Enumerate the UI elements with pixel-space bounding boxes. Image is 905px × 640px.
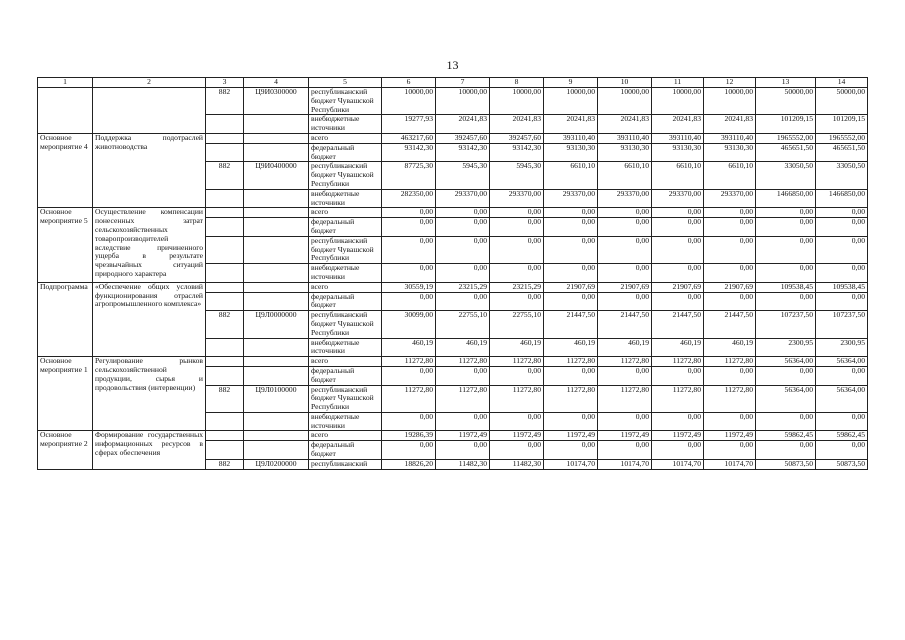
budget-classification-code: Ц9И0300000 [244, 88, 309, 115]
amount-cell: 10174,70 [598, 459, 652, 469]
column-number: 3 [206, 78, 244, 88]
funding-source: федеральный бюджет [309, 143, 382, 162]
amount-cell: 2300,95 [816, 338, 868, 357]
table-row [38, 357, 868, 367]
funding-source: республиканский бюджет Чувашской Республики [309, 385, 382, 412]
amount-cell: 0,00 [598, 292, 652, 311]
amount-cell: 20241,83 [598, 115, 652, 134]
section-label: Подпрограмма [38, 282, 93, 356]
amount-cell: 1466850,00 [816, 189, 868, 208]
amount-cell: 10174,70 [652, 459, 704, 469]
budget-classification-code [244, 412, 309, 431]
amount-cell: 19286,39 [382, 431, 436, 441]
amount-cell: 18826,20 [382, 459, 436, 469]
amount-cell: 21447,50 [544, 311, 598, 338]
amount-cell: 463217,60 [382, 133, 436, 143]
amount-cell: 0,00 [816, 441, 868, 460]
funding-source: федеральный бюджет [309, 366, 382, 385]
amount-cell: 393110,40 [598, 133, 652, 143]
amount-cell: 0,00 [652, 208, 704, 218]
section-label: Основное мероприятие 2 [38, 431, 93, 469]
amount-cell: 10174,70 [704, 459, 756, 469]
table-row [38, 208, 868, 218]
budget-table [37, 77, 868, 470]
ministry-code [206, 143, 244, 162]
amount-cell: 0,00 [598, 208, 652, 218]
amount-cell: 0,00 [704, 412, 756, 431]
amount-cell: 460,19 [598, 338, 652, 357]
amount-cell: 0,00 [436, 236, 490, 263]
amount-cell: 0,00 [756, 264, 816, 283]
amount-cell: 0,00 [436, 218, 490, 237]
amount-cell: 11972,49 [652, 431, 704, 441]
amount-cell: 0,00 [598, 218, 652, 237]
amount-cell: 0,00 [598, 441, 652, 460]
column-number: 13 [756, 78, 816, 88]
section-description: Регулирование рынков сельскохозяйственной продукции, сырья и продовольствия (интервенции) [93, 357, 206, 431]
budget-classification-code [244, 218, 309, 237]
amount-cell: 465651,50 [816, 143, 868, 162]
ministry-code [206, 357, 244, 367]
budget-classification-code [244, 236, 309, 263]
amount-cell: 21907,69 [598, 282, 652, 292]
ministry-code [206, 366, 244, 385]
funding-source: республиканский бюджет Чувашской Республики [309, 162, 382, 189]
amount-cell: 293370,00 [652, 189, 704, 208]
amount-cell: 11272,80 [544, 357, 598, 367]
amount-cell: 6610,10 [598, 162, 652, 189]
amount-cell: 460,19 [490, 338, 544, 357]
amount-cell: 93130,30 [652, 143, 704, 162]
section-description [93, 88, 206, 134]
amount-cell: 0,00 [756, 292, 816, 311]
amount-cell: 0,00 [704, 292, 756, 311]
amount-cell: 93142,30 [436, 143, 490, 162]
amount-cell: 0,00 [704, 218, 756, 237]
amount-cell: 0,00 [436, 412, 490, 431]
amount-cell: 11972,49 [490, 431, 544, 441]
section-label: Основное мероприятие 4 [38, 133, 93, 207]
funding-source: всего [309, 133, 382, 143]
amount-cell: 0,00 [652, 218, 704, 237]
column-number: 9 [544, 78, 598, 88]
amount-cell: 0,00 [652, 292, 704, 311]
amount-cell: 20241,83 [544, 115, 598, 134]
amount-cell: 0,00 [652, 366, 704, 385]
amount-cell: 10000,00 [382, 88, 436, 115]
amount-cell: 50000,00 [756, 88, 816, 115]
budget-classification-code: Ц9И0400000 [244, 162, 309, 189]
amount-cell: 0,00 [436, 441, 490, 460]
amount-cell: 282350,00 [382, 189, 436, 208]
amount-cell: 0,00 [436, 264, 490, 283]
ministry-code [206, 189, 244, 208]
amount-cell: 0,00 [598, 236, 652, 263]
amount-cell: 460,19 [382, 338, 436, 357]
section-description: Поддержка подотраслей животноводства [93, 133, 206, 207]
section-description: Осуществление компенсации понесенных затрат сельскохозяйственных товаропроизводителей вследствие причиненного ущерба в результате чрезвычайных ситуаций природного характера [93, 208, 206, 282]
amount-cell: 465651,50 [756, 143, 816, 162]
amount-cell: 5945,30 [436, 162, 490, 189]
ministry-code: 882 [206, 88, 244, 115]
amount-cell: 1965552,00 [756, 133, 816, 143]
table-row [38, 133, 868, 143]
amount-cell: 0,00 [704, 441, 756, 460]
amount-cell: 0,00 [756, 412, 816, 431]
amount-cell: 11272,80 [652, 385, 704, 412]
amount-cell: 10000,00 [704, 88, 756, 115]
column-number: 6 [382, 78, 436, 88]
amount-cell: 56364,00 [816, 357, 868, 367]
amount-cell: 93130,30 [598, 143, 652, 162]
ministry-code [206, 208, 244, 218]
ministry-code [206, 264, 244, 283]
amount-cell: 0,00 [382, 208, 436, 218]
column-number: 2 [93, 78, 206, 88]
amount-cell: 6610,10 [704, 162, 756, 189]
amount-cell: 0,00 [544, 236, 598, 263]
ministry-code: 882 [206, 162, 244, 189]
amount-cell: 23215,29 [436, 282, 490, 292]
amount-cell: 59862,45 [756, 431, 816, 441]
amount-cell: 0,00 [704, 208, 756, 218]
amount-cell: 0,00 [598, 264, 652, 283]
amount-cell: 0,00 [652, 264, 704, 283]
amount-cell: 22755,10 [436, 311, 490, 338]
budget-classification-code [244, 133, 309, 143]
amount-cell: 21447,50 [598, 311, 652, 338]
column-number: 12 [704, 78, 756, 88]
amount-cell: 11272,80 [598, 385, 652, 412]
amount-cell: 93130,30 [544, 143, 598, 162]
amount-cell: 0,00 [544, 208, 598, 218]
amount-cell: 11272,80 [436, 385, 490, 412]
table-row [38, 431, 868, 441]
amount-cell: 0,00 [652, 441, 704, 460]
amount-cell: 33050,50 [816, 162, 868, 189]
amount-cell: 293370,00 [704, 189, 756, 208]
amount-cell: 0,00 [382, 236, 436, 263]
amount-cell: 56364,00 [756, 385, 816, 412]
amount-cell: 0,00 [816, 292, 868, 311]
amount-cell: 0,00 [436, 366, 490, 385]
amount-cell: 21907,69 [544, 282, 598, 292]
amount-cell: 11482,30 [490, 459, 544, 469]
amount-cell: 0,00 [544, 264, 598, 283]
amount-cell: 11272,80 [490, 385, 544, 412]
amount-cell: 0,00 [490, 264, 544, 283]
amount-cell: 0,00 [756, 441, 816, 460]
amount-cell: 0,00 [544, 292, 598, 311]
budget-classification-code: Ц9Л0200000 [244, 459, 309, 469]
amount-cell: 101209,15 [816, 115, 868, 134]
amount-cell: 0,00 [490, 441, 544, 460]
amount-cell: 0,00 [704, 264, 756, 283]
amount-cell: 293370,00 [436, 189, 490, 208]
amount-cell: 10000,00 [652, 88, 704, 115]
amount-cell: 0,00 [490, 412, 544, 431]
amount-cell: 11272,80 [382, 385, 436, 412]
amount-cell: 6610,10 [544, 162, 598, 189]
amount-cell: 21907,69 [704, 282, 756, 292]
ministry-code: 882 [206, 385, 244, 412]
amount-cell: 0,00 [382, 264, 436, 283]
budget-classification-code [244, 208, 309, 218]
amount-cell: 2300,95 [756, 338, 816, 357]
amount-cell: 460,19 [544, 338, 598, 357]
budget-classification-code [244, 338, 309, 357]
amount-cell: 93130,30 [704, 143, 756, 162]
amount-cell: 460,19 [704, 338, 756, 357]
budget-classification-code: Ц9Л0000000 [244, 311, 309, 338]
amount-cell: 0,00 [382, 366, 436, 385]
amount-cell: 0,00 [816, 208, 868, 218]
amount-cell: 109538,45 [816, 282, 868, 292]
amount-cell: 0,00 [652, 412, 704, 431]
amount-cell: 0,00 [382, 441, 436, 460]
amount-cell: 0,00 [816, 366, 868, 385]
amount-cell: 50873,50 [816, 459, 868, 469]
amount-cell: 11972,49 [544, 431, 598, 441]
funding-source: внебюджетные источники [309, 264, 382, 283]
funding-source: всего [309, 357, 382, 367]
amount-cell: 0,00 [436, 208, 490, 218]
budget-classification-code [244, 441, 309, 460]
column-number: 10 [598, 78, 652, 88]
table-row [38, 88, 868, 115]
amount-cell: 50873,50 [756, 459, 816, 469]
column-number: 1 [38, 78, 93, 88]
funding-source: федеральный бюджет [309, 218, 382, 237]
amount-cell: 393110,40 [544, 133, 598, 143]
ministry-code [206, 218, 244, 237]
amount-cell: 11972,49 [436, 431, 490, 441]
amount-cell: 0,00 [756, 218, 816, 237]
funding-source: всего [309, 208, 382, 218]
amount-cell: 11482,30 [436, 459, 490, 469]
ministry-code [206, 115, 244, 134]
amount-cell: 20241,83 [652, 115, 704, 134]
amount-cell: 20241,83 [490, 115, 544, 134]
funding-source: внебюджетные источники [309, 189, 382, 208]
amount-cell: 293370,00 [544, 189, 598, 208]
amount-cell: 107237,50 [816, 311, 868, 338]
amount-cell: 87725,30 [382, 162, 436, 189]
table-row [38, 282, 868, 292]
amount-cell: 93142,30 [490, 143, 544, 162]
ministry-code [206, 338, 244, 357]
funding-source: федеральный бюджет [309, 441, 382, 460]
budget-classification-code [244, 189, 309, 208]
amount-cell: 20241,83 [704, 115, 756, 134]
amount-cell: 0,00 [490, 208, 544, 218]
amount-cell: 11972,49 [598, 431, 652, 441]
ministry-code [206, 441, 244, 460]
section-description: «Обеспечение общих условий функционирования отраслей агропромышленного комплекса» [93, 282, 206, 356]
amount-cell: 392457,60 [436, 133, 490, 143]
budget-classification-code [244, 282, 309, 292]
amount-cell: 0,00 [598, 412, 652, 431]
amount-cell: 0,00 [816, 236, 868, 263]
amount-cell: 0,00 [598, 366, 652, 385]
budget-classification-code [244, 143, 309, 162]
amount-cell: 5945,30 [490, 162, 544, 189]
amount-cell: 30559,19 [382, 282, 436, 292]
amount-cell: 0,00 [544, 412, 598, 431]
funding-source: всего [309, 282, 382, 292]
column-number: 7 [436, 78, 490, 88]
amount-cell: 393110,40 [704, 133, 756, 143]
amount-cell: 0,00 [816, 264, 868, 283]
budget-classification-code [244, 431, 309, 441]
amount-cell: 22755,10 [490, 311, 544, 338]
amount-cell: 460,19 [652, 338, 704, 357]
amount-cell: 59862,45 [816, 431, 868, 441]
funding-source: республиканский бюджет Чувашской Республики [309, 236, 382, 263]
ministry-code: 882 [206, 311, 244, 338]
amount-cell: 0,00 [816, 412, 868, 431]
amount-cell: 23215,29 [490, 282, 544, 292]
budget-classification-code: Ц9Л0100000 [244, 385, 309, 412]
amount-cell: 56364,00 [756, 357, 816, 367]
funding-source: внебюджетные источники [309, 412, 382, 431]
amount-cell: 0,00 [756, 208, 816, 218]
ministry-code [206, 292, 244, 311]
amount-cell: 21907,69 [652, 282, 704, 292]
amount-cell: 0,00 [490, 366, 544, 385]
ministry-code: 882 [206, 459, 244, 469]
amount-cell: 30099,00 [382, 311, 436, 338]
amount-cell: 0,00 [756, 366, 816, 385]
amount-cell: 10174,70 [544, 459, 598, 469]
amount-cell: 293370,00 [490, 189, 544, 208]
amount-cell: 11272,80 [382, 357, 436, 367]
column-number-row [38, 78, 868, 88]
amount-cell: 50000,00 [816, 88, 868, 115]
amount-cell: 0,00 [490, 218, 544, 237]
amount-cell: 11272,80 [598, 357, 652, 367]
funding-source: всего [309, 431, 382, 441]
column-number: 14 [816, 78, 868, 88]
column-number: 11 [652, 78, 704, 88]
column-number: 5 [309, 78, 382, 88]
amount-cell: 293370,00 [598, 189, 652, 208]
amount-cell: 109538,45 [756, 282, 816, 292]
amount-cell: 56364,00 [816, 385, 868, 412]
amount-cell: 0,00 [382, 292, 436, 311]
amount-cell: 11972,49 [704, 431, 756, 441]
amount-cell: 0,00 [704, 236, 756, 263]
section-label [38, 88, 93, 134]
amount-cell: 33050,50 [756, 162, 816, 189]
ministry-code [206, 282, 244, 292]
amount-cell: 93142,30 [382, 143, 436, 162]
amount-cell: 6610,10 [652, 162, 704, 189]
amount-cell: 11272,80 [652, 357, 704, 367]
section-description: Формирование государственных информационных ресурсов в сферах обеспечения [93, 431, 206, 469]
amount-cell: 10000,00 [436, 88, 490, 115]
amount-cell: 0,00 [490, 292, 544, 311]
amount-cell: 392457,60 [490, 133, 544, 143]
amount-cell: 1466850,00 [756, 189, 816, 208]
budget-classification-code [244, 292, 309, 311]
amount-cell: 10000,00 [598, 88, 652, 115]
amount-cell: 0,00 [756, 236, 816, 263]
amount-cell: 10000,00 [490, 88, 544, 115]
amount-cell: 393110,40 [652, 133, 704, 143]
amount-cell: 11272,80 [436, 357, 490, 367]
amount-cell: 11272,80 [490, 357, 544, 367]
amount-cell: 0,00 [490, 236, 544, 263]
budget-classification-code [244, 357, 309, 367]
amount-cell: 460,19 [436, 338, 490, 357]
funding-source: внебюджетные источники [309, 338, 382, 357]
amount-cell: 0,00 [544, 218, 598, 237]
section-label: Основное мероприятие 1 [38, 357, 93, 431]
amount-cell: 10000,00 [544, 88, 598, 115]
amount-cell: 0,00 [382, 218, 436, 237]
funding-source: внебюджетные источники [309, 115, 382, 134]
amount-cell: 101209,15 [756, 115, 816, 134]
amount-cell: 21447,50 [704, 311, 756, 338]
funding-source: республиканский бюджет Чувашской Республики [309, 311, 382, 338]
amount-cell: 0,00 [544, 441, 598, 460]
budget-classification-code [244, 264, 309, 283]
funding-source: республиканский бюджет Чувашской Республики [309, 88, 382, 115]
amount-cell: 0,00 [382, 412, 436, 431]
amount-cell: 20241,83 [436, 115, 490, 134]
amount-cell: 1965552,00 [816, 133, 868, 143]
funding-source: республиканский [309, 459, 382, 469]
ministry-code [206, 236, 244, 263]
budget-classification-code [244, 115, 309, 134]
amount-cell: 0,00 [436, 292, 490, 311]
amount-cell: 0,00 [704, 366, 756, 385]
section-label: Основное мероприятие 5 [38, 208, 93, 282]
page-number: 13 [446, 58, 459, 72]
amount-cell: 11272,80 [704, 385, 756, 412]
amount-cell: 0,00 [816, 218, 868, 237]
amount-cell: 11272,80 [544, 385, 598, 412]
funding-source: федеральный бюджет [309, 292, 382, 311]
budget-classification-code [244, 366, 309, 385]
column-number: 4 [244, 78, 309, 88]
amount-cell: 0,00 [544, 366, 598, 385]
ministry-code [206, 133, 244, 143]
column-number: 8 [490, 78, 544, 88]
amount-cell: 19277,93 [382, 115, 436, 134]
amount-cell: 21447,50 [652, 311, 704, 338]
amount-cell: 107237,50 [756, 311, 816, 338]
ministry-code [206, 431, 244, 441]
amount-cell: 0,00 [652, 236, 704, 263]
ministry-code [206, 412, 244, 431]
amount-cell: 11272,80 [704, 357, 756, 367]
